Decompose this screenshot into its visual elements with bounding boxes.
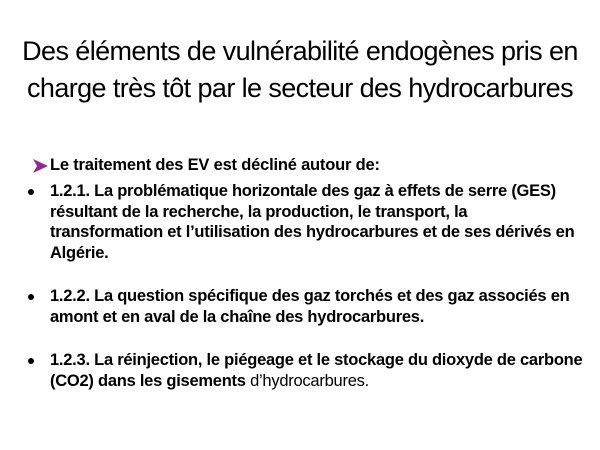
slide-title: Des éléments de vulnérabilité endogènes pris en charge très tôt par le secteur des hydrocarbures <box>22 36 578 103</box>
bullet-dot-icon <box>28 294 34 300</box>
slide-content <box>24 155 584 414</box>
list-item <box>24 181 584 263</box>
intro-line <box>24 155 584 175</box>
arrow-right-icon <box>32 158 49 174</box>
item-text: 1.2.2. La question spécifique des gaz torchés et des gaz associés en amont et en aval de la chaîne des hydrocarbures. <box>50 287 570 326</box>
item-text: 1.2.1. La problématique horizontale des gaz à effets de serre (GES) résultant de la recherche, la production, le transport, la transformation et l’utilisation des hydrocarbures et de ses dérivés en Algérie. <box>50 182 575 262</box>
item-text: 1.2.3. La réinjection, le piégeage et le stockage du dioxyde de carbone (CO2) dans les gisements <box>50 351 583 390</box>
bullet-dot-icon <box>28 358 34 364</box>
bullet-dot-icon <box>28 189 34 195</box>
list-item <box>24 286 584 327</box>
list-item <box>24 350 584 391</box>
bullet-list <box>24 181 584 391</box>
item-text-tail: d’hydrocarbures. <box>245 371 369 390</box>
intro-text: Le traitement des EV est décliné autour de: <box>50 156 380 174</box>
